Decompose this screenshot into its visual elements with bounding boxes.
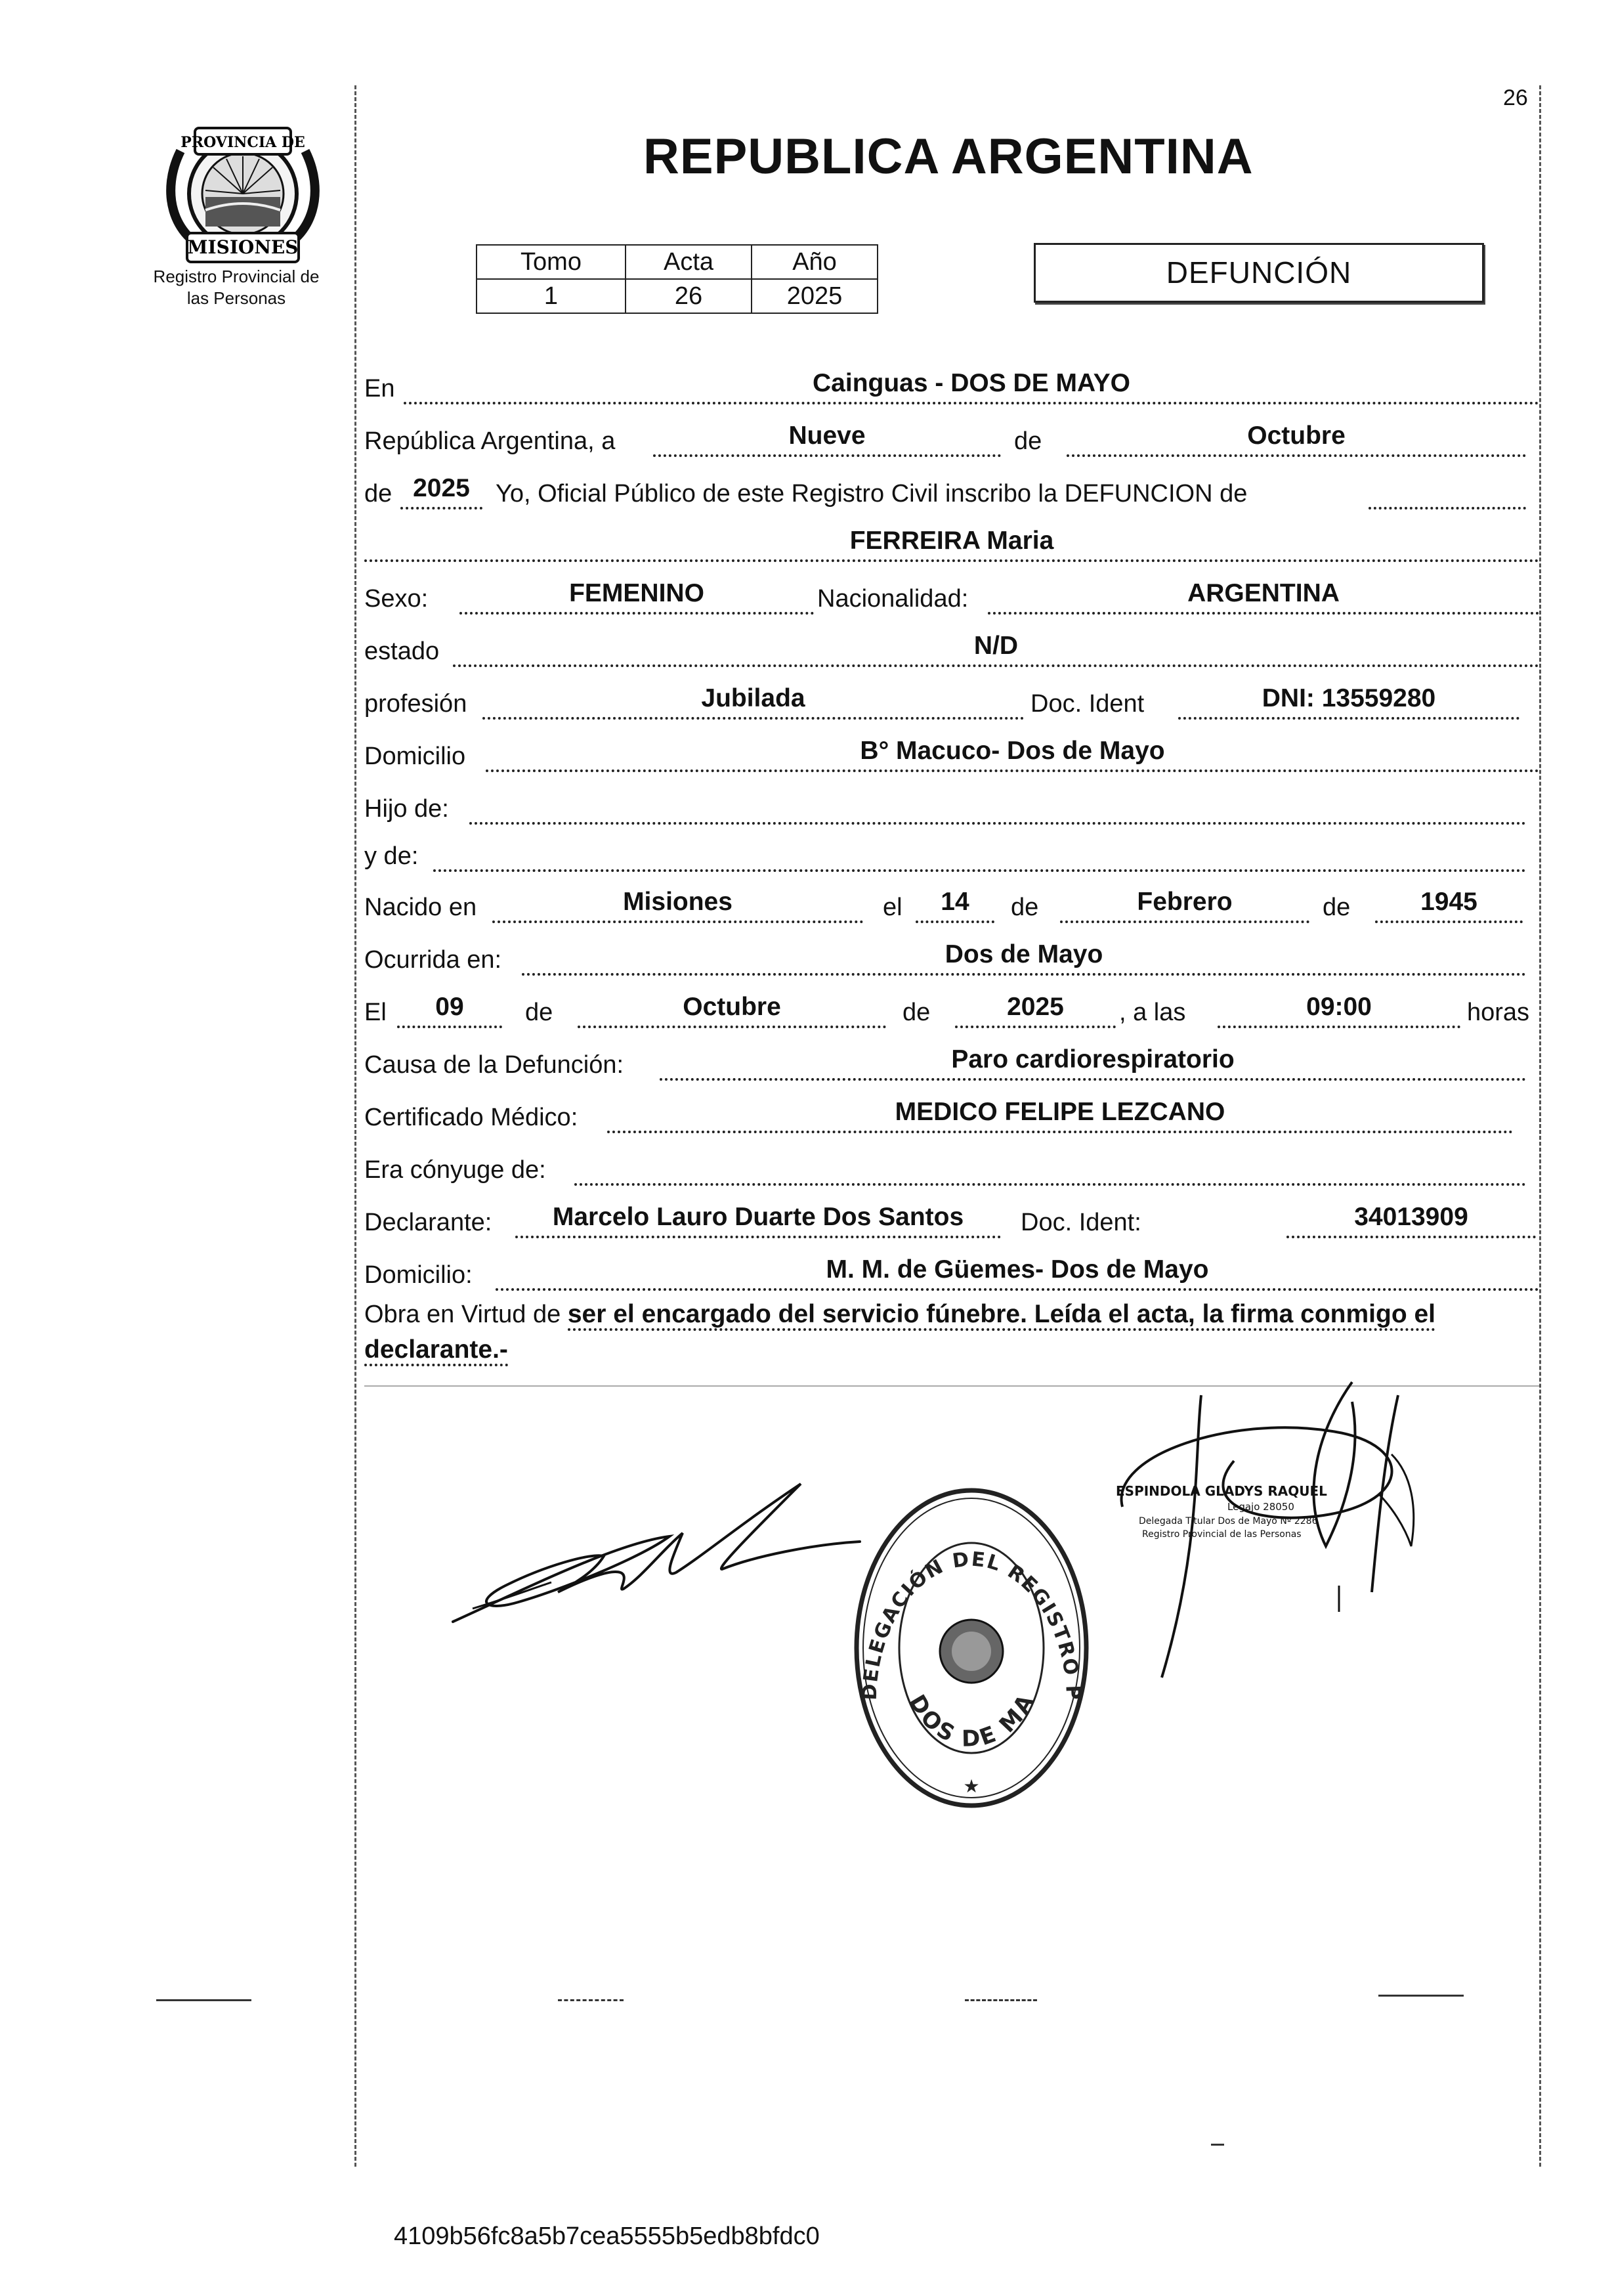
row-causa xyxy=(364,1043,1539,1083)
page-number: 26 xyxy=(1503,85,1528,110)
signature-icon xyxy=(446,1471,880,1635)
official-stamp xyxy=(1103,1375,1470,1737)
doc2-label: Doc. Ident: xyxy=(1021,1209,1141,1236)
declarante-value: Marcelo Lauro Duarte Dos Santos xyxy=(552,1203,964,1231)
birth-day: 14 xyxy=(941,888,969,916)
yde-label: y de: xyxy=(364,842,419,870)
record-reference-table xyxy=(476,244,878,314)
stamp-name: ESPINDOLA GLADYS RAQUEL xyxy=(1116,1483,1327,1499)
row-year xyxy=(364,471,1539,512)
coat-of-arms-icon xyxy=(148,98,338,276)
row-certificado xyxy=(364,1095,1539,1136)
row-fecha-defuncion xyxy=(364,990,1539,1031)
obra-label: Obra en Virtud de xyxy=(364,1301,561,1328)
ocurrida-value: Dos de Mayo xyxy=(945,940,1103,968)
de4-label: de xyxy=(1323,894,1351,921)
svg-text:★: ★ xyxy=(963,1776,980,1796)
record-type-box: DEFUNCIÓN xyxy=(1034,243,1484,303)
row-domicilio2 xyxy=(364,1253,1539,1293)
row-date xyxy=(364,419,1539,460)
death-day-dotted-line xyxy=(397,1023,502,1028)
row-ocurrida xyxy=(364,938,1539,978)
conyuge-dotted-line xyxy=(574,1180,1526,1186)
domicilio-label: Domicilio xyxy=(364,743,466,770)
en-dotted-line xyxy=(404,399,1539,404)
seal-icon xyxy=(850,1484,1093,1812)
year-value: 2025 xyxy=(413,474,470,502)
month-value: Octubre xyxy=(1247,422,1346,450)
estado-label: estado xyxy=(364,638,440,665)
profesion-label: profesión xyxy=(364,690,467,718)
anio-value: 2025 xyxy=(752,279,878,313)
row-name xyxy=(364,524,1539,565)
anio-header: Año xyxy=(752,245,878,279)
en-label: En xyxy=(364,375,395,402)
nacionalidad-value: ARGENTINA xyxy=(1187,579,1340,607)
name-dotted-line xyxy=(364,557,1539,562)
de3-label: de xyxy=(1011,894,1039,921)
death-month: Octubre xyxy=(683,993,781,1021)
stamp-role: Delegada Titular Dos de Mayo Nº 2286 xyxy=(1139,1516,1318,1527)
bottom-mark xyxy=(1378,1995,1464,1997)
yo-text: Yo, Oficial Público de este Registro Civil inscribo la DEFUNCION de xyxy=(496,480,1248,508)
official-signature-icon xyxy=(1103,1375,1470,1737)
document-hash: 4109b56fc8a5b7cea5555b5edb8bfdc0 xyxy=(394,2222,820,2250)
profesion-value: Jubilada xyxy=(701,684,805,712)
sexo-value: FEMENINO xyxy=(569,579,704,607)
estado-dotted-line xyxy=(453,662,1539,667)
row-hijo xyxy=(364,787,1539,827)
doc2-value: 34013909 xyxy=(1354,1203,1468,1231)
year-dotted-line xyxy=(400,504,482,509)
row-estado xyxy=(364,629,1539,670)
row-nacido xyxy=(364,885,1539,926)
declarant-signature xyxy=(446,1471,880,1635)
de2-label: de xyxy=(364,480,393,508)
en-value: Cainguas - DOS DE MAYO xyxy=(813,369,1130,397)
certificado-label: Certificado Médico: xyxy=(364,1104,578,1131)
domicilio2-label: Domicilio: xyxy=(364,1261,473,1289)
page-title: REPUBLICA ARGENTINA xyxy=(643,129,1254,184)
obra-en-virtud xyxy=(364,1297,1539,1368)
republica-label: República Argentina, a xyxy=(364,427,616,455)
certificado-dotted-line xyxy=(607,1128,1513,1133)
hijo-dotted-line xyxy=(469,819,1526,825)
acta-value: 26 xyxy=(626,279,752,313)
el-label: el xyxy=(883,894,903,921)
row-domicilio xyxy=(364,734,1539,775)
doc2-dotted-line xyxy=(1286,1233,1536,1238)
horas-label: horas xyxy=(1467,999,1530,1026)
birth-month-dotted-line xyxy=(1060,918,1309,923)
stamp-legajo: Legajo 28050 xyxy=(1227,1501,1294,1513)
ocurrida-label: Ocurrida en: xyxy=(364,946,502,974)
nacido-value: Misiones xyxy=(623,888,733,916)
defuncion-dotted-line xyxy=(1369,504,1526,509)
left-margin-line xyxy=(354,85,356,2167)
birth-month: Febrero xyxy=(1137,888,1233,916)
de5-label: de xyxy=(525,999,553,1026)
death-year: 2025 xyxy=(1007,993,1064,1021)
death-day: 09 xyxy=(435,993,464,1021)
registry-line-1: Registro Provincial de xyxy=(153,267,320,286)
birth-year-dotted-line xyxy=(1375,918,1523,923)
death-year-dotted-line xyxy=(955,1023,1116,1028)
birth-year: 1945 xyxy=(1420,888,1477,916)
death-month-dotted-line xyxy=(578,1023,886,1028)
de-label: de xyxy=(1014,427,1042,455)
provincia-misiones-logo xyxy=(148,98,338,276)
row-sexo xyxy=(364,576,1539,617)
declarante-label: Declarante: xyxy=(364,1209,492,1236)
stamp-org: Registro Provincial de las Personas xyxy=(1142,1529,1302,1540)
causa-dotted-line xyxy=(660,1075,1526,1081)
death-time: 09:00 xyxy=(1306,993,1372,1021)
causa-label: Causa de la Defunción: xyxy=(364,1051,624,1079)
right-margin-line xyxy=(1539,85,1541,2167)
conyuge-label: Era cónyuge de: xyxy=(364,1156,546,1184)
domicilio2-value: M. M. de Güemes- Dos de Mayo xyxy=(826,1255,1209,1284)
seal-ring-text: DELEGACIÓN DEL REGISTRO P xyxy=(858,1548,1085,1702)
yde-dotted-line xyxy=(433,867,1526,872)
row-profesion xyxy=(364,682,1539,722)
registry-line-2: las Personas xyxy=(186,288,286,308)
domicilio-dotted-line xyxy=(486,767,1539,772)
nacido-label: Nacido en xyxy=(364,894,477,921)
bottom-mark xyxy=(558,1999,624,2001)
domicilio2-dotted-line xyxy=(496,1286,1539,1291)
registry-name xyxy=(112,266,361,309)
day-value: Nueve xyxy=(788,422,866,450)
tomo-value: 1 xyxy=(477,279,626,313)
tomo-header: Tomo xyxy=(477,245,626,279)
nacionalidad-dotted-line xyxy=(988,609,1539,615)
logo-top-text: PROVINCIA DE xyxy=(181,134,305,151)
doc-ident-value: DNI: 13559280 xyxy=(1262,684,1436,712)
estado-value: N/D xyxy=(973,632,1019,660)
declarante-dotted-line xyxy=(515,1233,1001,1238)
obra-value-line1: ser el encargado del servicio fúnebre. Leída el acta, la firma conmigo el xyxy=(568,1300,1435,1331)
bottom-mark xyxy=(156,1999,251,2001)
doc-ident-label: Doc. Ident xyxy=(1030,690,1145,718)
row-yde xyxy=(364,834,1539,875)
logo-bottom-text: MISIONES xyxy=(187,236,299,258)
profesion-dotted-line xyxy=(482,714,1024,720)
row-en xyxy=(364,366,1539,407)
svg-text:DOS DE MAYO xyxy=(850,1484,1040,1752)
certificado-value: MEDICO FELIPE LEZCANO xyxy=(895,1098,1225,1126)
death-time-dotted-line xyxy=(1218,1023,1460,1028)
delegation-seal xyxy=(850,1484,1093,1812)
deceased-name: FERREIRA Maria xyxy=(849,527,1054,555)
domicilio-value: B° Macuco- Dos de Mayo xyxy=(860,737,1165,765)
alas-label: , a las xyxy=(1119,999,1186,1026)
causa-value: Paro cardiorespiratorio xyxy=(951,1045,1235,1073)
acta-header: Acta xyxy=(626,245,752,279)
birth-day-dotted-line xyxy=(916,918,994,923)
el2-label: El xyxy=(364,999,387,1026)
doc-ident-dotted-line xyxy=(1178,714,1519,720)
sexo-dotted-line xyxy=(459,609,814,615)
month-dotted-line xyxy=(1067,452,1526,457)
sexo-label: Sexo: xyxy=(364,585,429,613)
nacido-dotted-line xyxy=(492,918,863,923)
day-dotted-line xyxy=(653,452,1001,457)
nacionalidad-label: Nacionalidad: xyxy=(817,585,969,613)
bottom-mark xyxy=(965,1999,1037,2001)
hijo-label: Hijo de: xyxy=(364,795,449,823)
obra-value-line2: declarante.- xyxy=(364,1335,508,1366)
ocurrida-dotted-line xyxy=(522,970,1526,976)
seal-bottom-text: DOS DE MA xyxy=(903,1689,1040,1752)
row-conyuge xyxy=(364,1148,1539,1188)
row-declarante xyxy=(364,1200,1539,1241)
de6-label: de xyxy=(903,999,931,1026)
bottom-mark xyxy=(1211,2144,1224,2146)
